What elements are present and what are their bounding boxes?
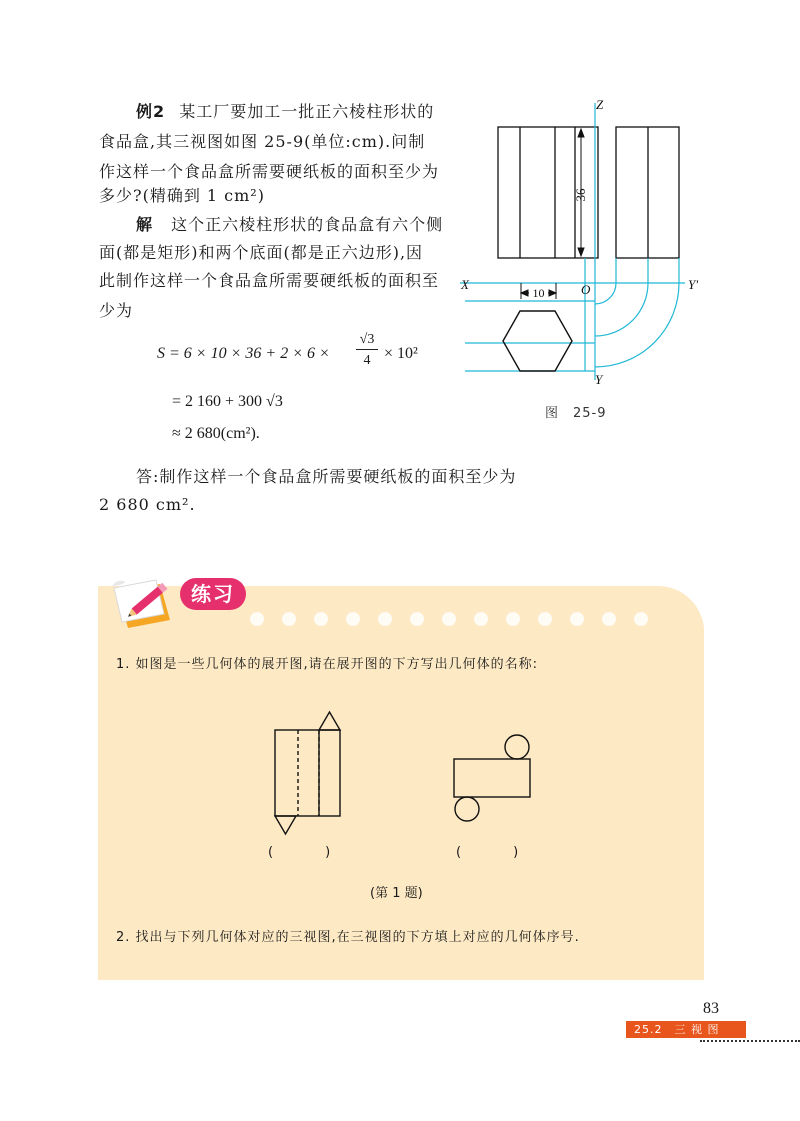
axes xyxy=(460,103,685,380)
solution-label: 解 xyxy=(136,215,154,234)
formula-row-3: ≈ 2 680(cm²). xyxy=(172,425,260,442)
solution-line-3: 此制作这样一个食品盒所需要硬纸板的面积至 xyxy=(99,271,440,290)
exercise-title-badge: 练习 xyxy=(180,578,246,610)
formula-row-2: = 2 160 + 300 √3 xyxy=(172,393,283,410)
example-line-3: 作这样一个食品盒所需要硬纸板的面积至少为 xyxy=(99,162,440,181)
figure-caption: 图 25-9 xyxy=(545,406,607,421)
question-1: 1. 如图是一些几何体的展开图,请在展开图的下方写出几何体的名称: xyxy=(116,657,539,672)
prism-net-figure xyxy=(268,708,348,840)
example-line-1: 例2 某工厂要加工一批正六棱柱形状的 xyxy=(136,102,435,121)
dimension-width-label: 10 xyxy=(532,286,545,300)
solution-line-4: 少为 xyxy=(99,301,134,320)
side-view xyxy=(616,127,679,258)
hexagon-top-view xyxy=(503,311,572,371)
origin-label: O xyxy=(581,282,591,297)
pencil-notebook-icon xyxy=(108,570,188,632)
answer-line-2: 2 680 cm². xyxy=(99,495,196,514)
three-view-figure xyxy=(455,95,715,395)
answer-line-1: 答:制作这样一个食品盒所需要硬纸板的面积至少为 xyxy=(136,467,517,486)
section-bar: 25.2 三 视 图 xyxy=(626,1021,746,1038)
answer-blank-2[interactable]: ( ) xyxy=(456,845,519,860)
axis-y-label: Y xyxy=(595,372,603,387)
page-number: 83 xyxy=(703,1000,719,1017)
solution-line-2: 面(都是矩形)和两个底面(都是正六边形),因 xyxy=(99,243,424,262)
answer-blank-1[interactable]: ( ) xyxy=(268,845,331,860)
dimension-height-label: 36 xyxy=(573,188,588,202)
axis-x-label: X xyxy=(461,277,469,292)
solution-line-1: 解 这个正六棱柱形状的食品盒有六个侧 xyxy=(136,215,444,234)
example-line-4: 多少?(精确到 1 cm²) xyxy=(99,186,265,205)
example-label: 例2 xyxy=(136,102,166,121)
cylinder-net-figure xyxy=(446,728,542,828)
example-line-2: 食品盒,其三视图如图 25-9(单位:cm).问制 xyxy=(99,132,426,151)
footer-dotted-line xyxy=(700,1040,800,1042)
formula-sqrt3: √3 xyxy=(356,331,378,350)
axis-z-label: Z xyxy=(596,97,604,112)
formula-denominator: 4 xyxy=(363,353,371,368)
question-1-caption: (第 1 题) xyxy=(370,886,423,901)
formula-row-1: S = 6 × 10 × 36 + 2 × 6 × xyxy=(157,345,330,362)
axis-y-prime-label: Y' xyxy=(688,277,699,292)
formula-row-1-right: × 10² xyxy=(384,345,418,362)
question-2: 2. 找出与下列几何体对应的三视图,在三视图的下方填上对应的几何体序号. xyxy=(116,930,580,945)
panel-dots xyxy=(250,612,648,628)
